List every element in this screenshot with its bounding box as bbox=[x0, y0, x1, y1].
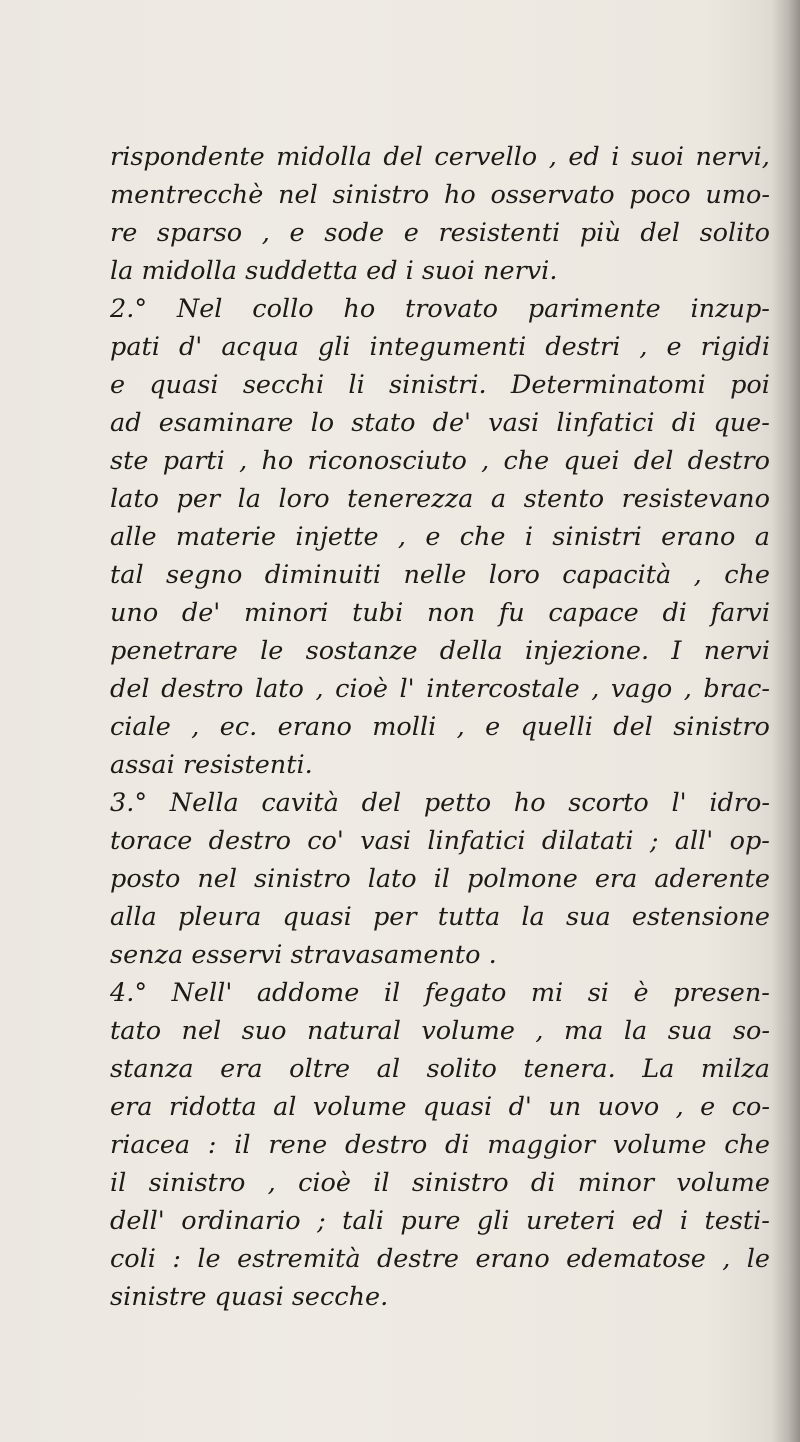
text-line bbox=[110, 556, 770, 594]
text-line bbox=[110, 784, 770, 822]
word: midolla bbox=[276, 142, 372, 172]
word: e bbox=[289, 218, 305, 248]
word: il bbox=[373, 1168, 390, 1198]
text-line bbox=[110, 1050, 770, 1088]
word: oltre bbox=[289, 1054, 351, 1084]
word: d' bbox=[178, 332, 203, 362]
text-line bbox=[110, 1164, 770, 1202]
word: , bbox=[639, 332, 648, 362]
word: op- bbox=[729, 826, 770, 856]
word: destro bbox=[161, 674, 244, 704]
word: torace bbox=[110, 826, 193, 856]
word: stato bbox=[351, 408, 416, 438]
word: tal bbox=[110, 560, 144, 590]
word: , bbox=[722, 1244, 731, 1274]
word: al bbox=[273, 1092, 297, 1122]
word: secchi bbox=[242, 370, 325, 400]
word: , bbox=[456, 712, 465, 742]
word: del bbox=[640, 218, 680, 248]
word: ; bbox=[649, 826, 659, 856]
word: tali bbox=[342, 1206, 384, 1236]
word: tubi bbox=[352, 598, 404, 628]
word: linfatici bbox=[556, 408, 655, 438]
text-line bbox=[110, 518, 770, 556]
word: destro bbox=[208, 826, 291, 856]
word: nel bbox=[197, 864, 238, 894]
word: del bbox=[383, 142, 423, 172]
word: l' bbox=[671, 788, 687, 818]
word: d' bbox=[508, 1092, 532, 1122]
word: ho bbox=[513, 788, 546, 818]
word: rispondente bbox=[110, 142, 265, 172]
word: sinistri bbox=[552, 522, 642, 552]
word: integumenti bbox=[369, 332, 527, 362]
word: scorto bbox=[568, 788, 649, 818]
word: vago bbox=[610, 674, 673, 704]
word: poco bbox=[629, 180, 691, 210]
word: per bbox=[176, 484, 221, 514]
word: : bbox=[207, 1130, 217, 1160]
word: acqua bbox=[221, 332, 299, 362]
word: del bbox=[110, 674, 150, 704]
word: cioè bbox=[335, 674, 388, 704]
word: solito bbox=[699, 218, 770, 248]
word: si bbox=[587, 978, 609, 1008]
word: parimente bbox=[527, 294, 661, 324]
word: ma bbox=[564, 1016, 604, 1046]
word: sinistro bbox=[673, 712, 770, 742]
word: ureteri bbox=[526, 1206, 616, 1236]
word: è bbox=[633, 978, 649, 1008]
word: Nel bbox=[176, 294, 223, 324]
word: nel bbox=[278, 180, 318, 210]
word: dilatati bbox=[541, 826, 634, 856]
word: injezione. bbox=[524, 636, 650, 666]
word: edematose bbox=[566, 1244, 706, 1274]
word: , bbox=[239, 446, 248, 476]
word: , bbox=[535, 1016, 544, 1046]
word: sinistro bbox=[411, 1168, 509, 1198]
word: cavità bbox=[261, 788, 339, 818]
word: riconosciuto bbox=[307, 446, 467, 476]
word: la bbox=[623, 1016, 648, 1046]
text-line bbox=[110, 708, 770, 746]
word: idro- bbox=[709, 788, 770, 818]
word: destri bbox=[545, 332, 621, 362]
word: dell' bbox=[110, 1206, 165, 1236]
word: tenerezza bbox=[347, 484, 474, 514]
word: mentrecchè bbox=[110, 180, 264, 210]
word: l' bbox=[399, 674, 415, 704]
word: alle bbox=[110, 522, 157, 552]
word: e bbox=[403, 218, 419, 248]
word: que- bbox=[713, 408, 770, 438]
word: all' bbox=[674, 826, 714, 856]
word: injette bbox=[295, 522, 379, 552]
word: ho bbox=[343, 294, 376, 324]
page-text bbox=[110, 138, 770, 1316]
word: 3.° bbox=[110, 788, 148, 818]
word: a bbox=[754, 522, 770, 552]
text-line bbox=[110, 1240, 770, 1278]
word: natural bbox=[307, 1016, 401, 1046]
text-line bbox=[110, 670, 770, 708]
word: i bbox=[524, 522, 533, 552]
word: li bbox=[348, 370, 365, 400]
text-line bbox=[110, 480, 770, 518]
text-line bbox=[110, 176, 770, 214]
word: ed bbox=[568, 142, 600, 172]
word: umo- bbox=[705, 180, 770, 210]
word: di bbox=[445, 1130, 470, 1160]
word: , bbox=[675, 1092, 684, 1122]
word: era bbox=[110, 1092, 153, 1122]
word: cervello bbox=[434, 142, 538, 172]
word: lato bbox=[254, 674, 304, 704]
word: vasi bbox=[360, 826, 412, 856]
word: i bbox=[611, 142, 620, 172]
word: stanza bbox=[110, 1054, 194, 1084]
word: fegato bbox=[424, 978, 507, 1008]
word: quei bbox=[563, 446, 620, 476]
word: la bbox=[521, 902, 545, 932]
text-line bbox=[110, 1088, 770, 1126]
word: che bbox=[459, 522, 506, 552]
word: vasi bbox=[488, 408, 540, 438]
word: nelle bbox=[403, 560, 467, 590]
word: al bbox=[376, 1054, 400, 1084]
word: il bbox=[383, 978, 401, 1008]
word: polmone bbox=[466, 864, 578, 894]
text-line bbox=[110, 822, 770, 860]
word: capacità bbox=[562, 560, 672, 590]
text-line: senza esservi stravasamento . bbox=[110, 940, 497, 970]
word: non bbox=[426, 598, 476, 628]
word: loro bbox=[488, 560, 540, 590]
text-line: la midolla suddetta ed i suoi nervi. bbox=[110, 256, 558, 286]
text-line bbox=[110, 898, 770, 936]
word: estremità bbox=[237, 1244, 361, 1274]
word: so- bbox=[732, 1016, 770, 1046]
word: segno bbox=[166, 560, 243, 590]
word: , bbox=[481, 446, 490, 476]
word: ciale bbox=[110, 712, 171, 742]
word: le bbox=[746, 1244, 770, 1274]
word: volume bbox=[312, 1092, 407, 1122]
word: pati bbox=[110, 332, 160, 362]
word: erano bbox=[277, 712, 352, 742]
word: per bbox=[372, 902, 417, 932]
word: , bbox=[591, 674, 600, 704]
word: lato bbox=[110, 484, 159, 514]
word: petto bbox=[423, 788, 492, 818]
word: quasi bbox=[149, 370, 219, 400]
word: e bbox=[666, 332, 682, 362]
word: molli bbox=[372, 712, 437, 742]
word: nervi, bbox=[695, 142, 770, 172]
word: quelli bbox=[520, 712, 593, 742]
page-edge-shadow bbox=[772, 0, 800, 1442]
text-line bbox=[110, 1202, 770, 1240]
word: suo bbox=[241, 1016, 287, 1046]
text-line bbox=[110, 442, 770, 480]
word: brac- bbox=[703, 674, 770, 704]
word: ridotta bbox=[168, 1092, 257, 1122]
text-line bbox=[110, 328, 770, 366]
word: , bbox=[191, 712, 200, 742]
word: gli bbox=[476, 1206, 510, 1236]
word: , bbox=[397, 522, 406, 552]
word: che bbox=[503, 446, 550, 476]
word: di bbox=[662, 598, 687, 628]
word: volume bbox=[421, 1016, 515, 1046]
word: era bbox=[220, 1054, 263, 1084]
word: , bbox=[315, 674, 324, 704]
word: inzup- bbox=[690, 294, 770, 324]
word: destro bbox=[687, 446, 770, 476]
word: gli bbox=[317, 332, 351, 362]
word: ho bbox=[443, 180, 476, 210]
word: stento bbox=[523, 484, 605, 514]
word: , bbox=[693, 560, 702, 590]
word: lo bbox=[310, 408, 335, 438]
word: linfatici bbox=[427, 826, 526, 856]
word: un bbox=[548, 1092, 582, 1122]
text-line bbox=[110, 1126, 770, 1164]
word: pleura bbox=[177, 902, 262, 932]
word: ed bbox=[631, 1206, 664, 1236]
word: nel bbox=[181, 1016, 222, 1046]
word: sua bbox=[667, 1016, 713, 1046]
word: destro bbox=[344, 1130, 428, 1160]
word: 2.° bbox=[110, 294, 148, 324]
word: addome bbox=[256, 978, 360, 1008]
text-line bbox=[110, 404, 770, 442]
word: destre bbox=[376, 1244, 460, 1274]
word: sua bbox=[565, 902, 611, 932]
word: resistevano bbox=[621, 484, 770, 514]
word: sinistro bbox=[148, 1168, 246, 1198]
word: ho bbox=[261, 446, 294, 476]
word: pure bbox=[400, 1206, 461, 1236]
word: uno bbox=[110, 598, 159, 628]
word: posto bbox=[110, 864, 181, 894]
word: I bbox=[671, 636, 682, 666]
word: le bbox=[197, 1244, 221, 1274]
word: de' bbox=[181, 598, 221, 628]
word: rigidi bbox=[700, 332, 770, 362]
word: tutta bbox=[437, 902, 501, 932]
word: estensione bbox=[631, 902, 770, 932]
word: tenera. bbox=[523, 1054, 616, 1084]
word: , bbox=[267, 1168, 276, 1198]
word: loro bbox=[278, 484, 330, 514]
word: minori bbox=[243, 598, 329, 628]
word: ; bbox=[317, 1206, 326, 1236]
word: riacea bbox=[110, 1130, 191, 1160]
word: diminuiti bbox=[264, 560, 381, 590]
word: e bbox=[425, 522, 441, 552]
text-line bbox=[110, 632, 770, 670]
word: milza bbox=[700, 1054, 770, 1084]
word: quasi bbox=[422, 1092, 493, 1122]
word: uovo bbox=[597, 1092, 660, 1122]
word: il bbox=[234, 1130, 251, 1160]
word: volume bbox=[676, 1168, 770, 1198]
word: del bbox=[613, 712, 653, 742]
word: sostanze bbox=[305, 636, 418, 666]
text-line bbox=[110, 290, 770, 328]
word: La bbox=[642, 1054, 675, 1084]
word: Determinatomi bbox=[510, 370, 706, 400]
word: del bbox=[361, 788, 402, 818]
word: quasi bbox=[282, 902, 352, 932]
word: le bbox=[260, 636, 284, 666]
word: collo bbox=[252, 294, 314, 324]
word: 4.° bbox=[110, 978, 148, 1008]
word: solito bbox=[426, 1054, 497, 1084]
text-line bbox=[110, 594, 770, 632]
word: , bbox=[548, 142, 557, 172]
word: mi bbox=[530, 978, 564, 1008]
word: aderente bbox=[654, 864, 770, 894]
text-line bbox=[110, 138, 770, 176]
word: del bbox=[633, 446, 674, 476]
word: poi bbox=[730, 370, 770, 400]
word: volume bbox=[612, 1130, 707, 1160]
word: , bbox=[261, 218, 270, 248]
word: sode bbox=[324, 218, 385, 248]
word: ad bbox=[110, 408, 142, 438]
word: osservato bbox=[490, 180, 615, 210]
word: intercostale bbox=[426, 674, 580, 704]
text-line bbox=[110, 214, 770, 252]
word: i bbox=[679, 1206, 688, 1236]
word: a bbox=[490, 484, 507, 514]
word: trovato bbox=[405, 294, 498, 324]
word: ordinario bbox=[181, 1206, 301, 1236]
word: che bbox=[724, 560, 770, 590]
text-line bbox=[110, 974, 770, 1012]
text-line bbox=[110, 1012, 770, 1050]
word: coli bbox=[110, 1244, 156, 1274]
word: maggior bbox=[487, 1130, 596, 1160]
word: capace bbox=[548, 598, 639, 628]
word: penetrare bbox=[110, 636, 238, 666]
word: erano bbox=[475, 1244, 550, 1274]
word: di bbox=[530, 1168, 556, 1198]
word: de' bbox=[432, 408, 472, 438]
text-line: assai resistenti. bbox=[110, 750, 313, 780]
word: re bbox=[110, 218, 138, 248]
word: che bbox=[724, 1130, 770, 1160]
word: e bbox=[700, 1092, 716, 1122]
word: parti bbox=[162, 446, 225, 476]
word: suoi bbox=[630, 142, 684, 172]
word: alla bbox=[110, 902, 157, 932]
word: minor bbox=[577, 1168, 655, 1198]
word: tato bbox=[110, 1016, 162, 1046]
word: era bbox=[594, 864, 638, 894]
word: rene bbox=[268, 1130, 328, 1160]
text-line: sinistre quasi secche. bbox=[110, 1282, 389, 1312]
word: : bbox=[172, 1244, 181, 1274]
word: ec. bbox=[219, 712, 258, 742]
word: Nell' bbox=[171, 978, 233, 1008]
word: sinistro bbox=[254, 864, 351, 894]
word: più bbox=[579, 218, 621, 248]
word: co' bbox=[307, 826, 344, 856]
word: farvi bbox=[710, 598, 770, 628]
word: , bbox=[683, 674, 692, 704]
word: cioè bbox=[298, 1168, 351, 1198]
word: della bbox=[439, 636, 503, 666]
word: il bbox=[433, 864, 450, 894]
word: e bbox=[485, 712, 501, 742]
word: presen- bbox=[673, 978, 770, 1008]
word: co- bbox=[731, 1092, 770, 1122]
word: resistenti bbox=[438, 218, 561, 248]
word: sparso bbox=[156, 218, 243, 248]
word: fu bbox=[498, 598, 525, 628]
word: sinistro bbox=[332, 180, 430, 210]
word: materie bbox=[175, 522, 277, 552]
word: erano bbox=[661, 522, 736, 552]
text-line bbox=[110, 366, 770, 404]
word: la bbox=[237, 484, 261, 514]
text-line bbox=[110, 860, 770, 898]
word: ste bbox=[110, 446, 149, 476]
word: di bbox=[671, 408, 697, 438]
word: e bbox=[110, 370, 126, 400]
word: Nella bbox=[169, 788, 239, 818]
word: esaminare bbox=[158, 408, 294, 438]
word: lato bbox=[367, 864, 417, 894]
word: nervi bbox=[703, 636, 770, 666]
word: il bbox=[110, 1168, 127, 1198]
word: sinistri. bbox=[389, 370, 487, 400]
word: testi- bbox=[704, 1206, 770, 1236]
